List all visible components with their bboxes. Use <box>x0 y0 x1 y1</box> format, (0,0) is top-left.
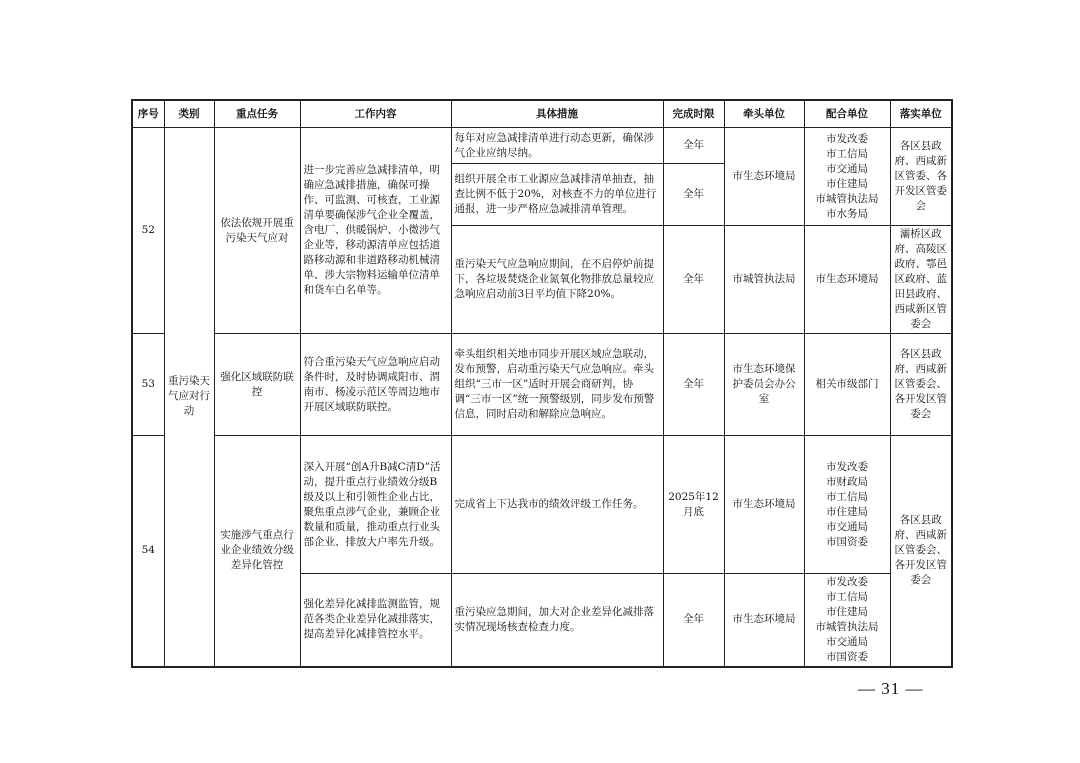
row54-deadline-1: 2025年12月底 <box>663 436 724 574</box>
row54-measure-1: 完成省上下达我市的绩效评级工作任务。 <box>451 436 663 574</box>
row54-lead-2: 市生态环境局 <box>724 574 804 667</box>
row54-seq: 54 <box>132 436 164 667</box>
row54-deadline-2: 全年 <box>663 574 724 667</box>
row54-lead-1: 市生态环境局 <box>724 436 804 574</box>
row52-lead-b: 市城管执法局 <box>724 226 804 334</box>
row52-measure-2: 组织开展全市工业源应急减排清单抽查，抽查比例不低于20%，对核查不力的单位进行通报，进一步严格应急减排清单管理。 <box>451 164 663 226</box>
row53-coop: 相关市级部门 <box>804 334 890 436</box>
row54-content-1: 深入开展“创A升B减C清D”活动，提升重点行业绩效分级B级及以上和引领性企业占比，聚焦重点涉气企业，兼顾企业数量和质量，推动重点行业头部企业、排放大户率先升级。 <box>300 436 451 574</box>
measures-table <box>131 99 953 668</box>
row53-deadline: 全年 <box>663 334 724 436</box>
row53-seq: 53 <box>132 334 164 436</box>
row52-impl-a: 各区县政府、西咸新区管委、各开发区管委会 <box>890 128 952 226</box>
header-lead: 牵头单位 <box>724 100 804 128</box>
row53-content: 符合重污染天气应急响应启动条件时，及时协调咸阳市、渭南市、杨凌示范区等周边地市开展区域联防联控。 <box>300 334 451 436</box>
row52-seq: 52 <box>132 128 164 334</box>
row54-impl: 各区县政府、西咸新区管委会、各开发区管委会 <box>890 436 952 667</box>
category-cell: 重污染天气应对行动 <box>164 128 214 667</box>
row52-deadline-3: 全年 <box>663 226 724 334</box>
row52-measure-3: 重污染天气应急响应期间，在不启停炉前提下，各垃圾焚烧企业氮氧化物排放总量较应急响应启动前3日平均值下降20%。 <box>451 226 663 334</box>
header-impl: 落实单位 <box>890 100 952 128</box>
header-task: 重点任务 <box>214 100 300 128</box>
table-row <box>132 436 952 574</box>
header-row <box>132 100 952 128</box>
row52-coop-b: 市生态环境局 <box>804 226 890 334</box>
table-row <box>132 334 952 436</box>
row52-deadline-1: 全年 <box>663 128 724 164</box>
row54-coop-2: 市发改委 市工信局 市住建局 市城管执法局 市交通局 市国资委 <box>804 574 890 667</box>
row52-measure-1: 每年对应急减排清单进行动态更新，确保涉气企业应纳尽纳。 <box>451 128 663 164</box>
row52-task: 依法依规开展重污染天气应对 <box>214 128 300 334</box>
header-seq: 序号 <box>132 100 164 128</box>
header-deadline: 完成时限 <box>663 100 724 128</box>
header-measures: 具体措施 <box>451 100 663 128</box>
row53-lead: 市生态环境保护委员会办公室 <box>724 334 804 436</box>
row54-task: 实施涉气重点行业企业绩效分级差异化管控 <box>214 436 300 667</box>
row52-deadline-2: 全年 <box>663 164 724 226</box>
page-number: — 31 — <box>858 679 924 698</box>
row52-coop-a: 市发改委 市工信局 市交通局 市住建局 市城管执法局 市水务局 <box>804 128 890 226</box>
row54-content-2: 强化差异化减排监测监管，规范各类企业差异化减排落实，提高差异化减排管控水平。 <box>300 574 451 667</box>
row52-impl-b: 灞桥区政府、高陵区政府、鄠邑区政府、蓝田县政府、西咸新区管委会 <box>890 226 952 334</box>
row53-impl: 各区县政府、西咸新区管委会、各开发区管委会 <box>890 334 952 436</box>
header-category: 类别 <box>164 100 214 128</box>
row54-coop-1: 市发改委 市财政局 市工信局 市住建局 市交通局 市国资委 <box>804 436 890 574</box>
header-content: 工作内容 <box>300 100 451 128</box>
row53-measures: 牵头组织相关地市同步开展区域应急联动，发布预警，启动重污染天气应急响应。牵头组织“三市一区”适时开展会商研判，协调“三市一区”统一预警级别，同步发布预警信息，同时启动和解除应急响应。 <box>451 334 663 436</box>
row52-lead-a: 市生态环境局 <box>724 128 804 226</box>
row52-content: 进一步完善应急减排清单，明确应急减排措施，确保可操作、可监测、可核查，工业源清单要确保涉气企业全覆盖，含电厂、供暖锅炉、小微涉气企业等，移动源清单应包括道路移动源和非道路移动机械清单、涉大宗物料运输单位清单和货车白名单等。 <box>300 128 451 334</box>
row54-measure-2: 重污染应急期间，加大对企业差异化减排落实情况现场核查检查力度。 <box>451 574 663 667</box>
table-row <box>132 128 952 164</box>
row53-task: 强化区域联防联控 <box>214 334 300 436</box>
header-coop: 配合单位 <box>804 100 890 128</box>
